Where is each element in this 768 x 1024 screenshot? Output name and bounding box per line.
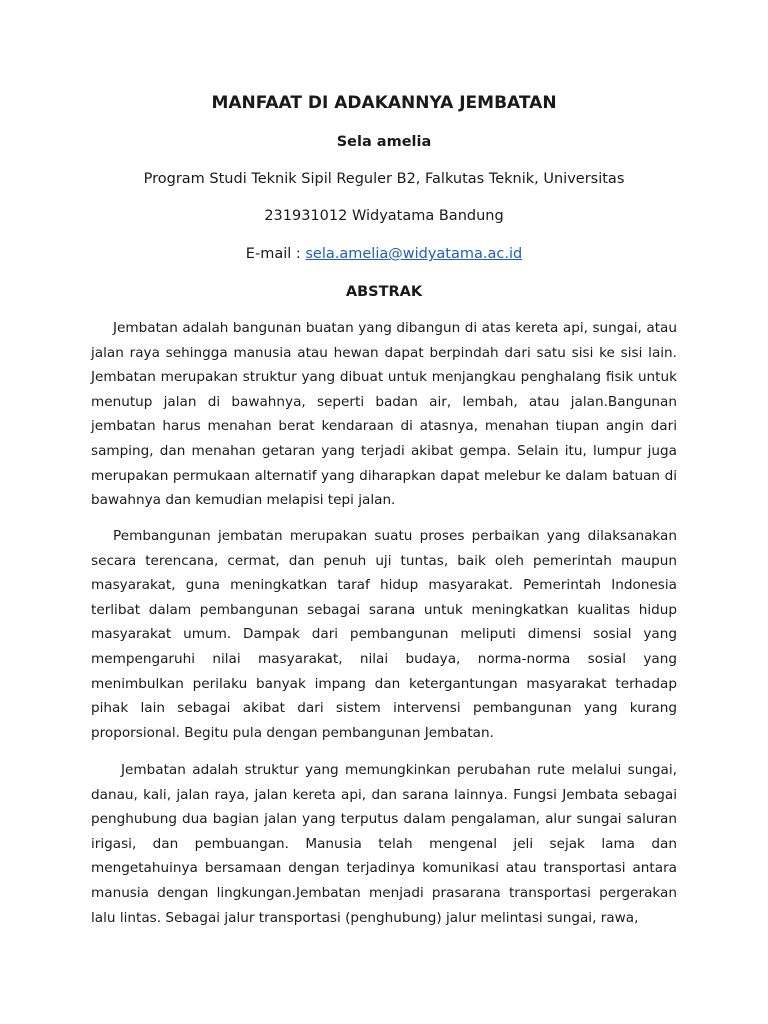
abstract-paragraph-3: Jembatan adalah struktur yang memungkinkan perubahan rute melalui sungai, danau, kali, jalan raya, jalan kereta api, dan sarana lainnya. Fungsi Jembata sebagai penghubung dua bagian jalan yang terputus dalam pengalaman, alur sungai saluran irigasi, dan pembuangan. Manusia telah mengenal jeli sejak lama dan mengetahuinya bersamaan dengan terjadinya komunikasi atau transportasi antara manusia dengan lingkungan.Jembatan menjadi prasarana transportasi pergerakan lalu lintas. Sebagai jalur transportasi (penghubung) jalur melintasi sungai, rawa, [91, 762, 677, 926]
email-link[interactable]: sela.amelia@widyatama.ac.id [305, 246, 523, 262]
document-title: MANFAAT DI ADAKANNYA JEMBATAN [211, 93, 557, 113]
affiliation-line-2: 231931012 Widyatama Bandung [264, 208, 504, 224]
email-label: E-mail : [245, 246, 306, 262]
affiliation-line-1: Program Studi Teknik Sipil Reguler B2, Falkutas Teknik, Universitas [143, 171, 625, 187]
abstract-paragraph-2: Pembangunan jembatan merupakan suatu proses perbaikan yang dilaksanakan secara terencana, cermat, dan penuh uji tuntas, baik oleh pemerintah maupun masyarakat, guna meningkatkan taraf hidup masyarakat. Pemerintah Indonesia terlibat dalam pembangunan sebagai sarana untuk meningkatkan kualitas hidup masyarakat umum. Dampak dari pembangunan meliputi dimensi sosial yang mempengaruhi nilai masyarakat, nilai budaya, norma-norma sosial yang menimbulkan perilaku banyak impang dan ketergantungan masyarakat terhadap pihak lain sebagai akibat dari sistem intervensi pembangunan yang kurang proporsional. Begitu pula dengan pembangunan Jembatan. [91, 528, 677, 741]
author-name: Sela amelia [336, 134, 432, 150]
abstract-heading: ABSTRAK [345, 284, 423, 300]
email-line [0, 242, 768, 266]
abstract-paragraph-1: Jembatan adalah bangunan buatan yang dibangun di atas kereta api, sungai, atau jalan raya sehingga manusia atau hewan dapat berpindah dari satu sisi ke sisi lain. Jembatan merupakan struktur yang dibuat untuk menjangkau penghalang fisik untuk menutup jalan di bawahnya, seperti badan air, lembah, atau jalan.Bangunan jembatan harus menahan berat kendaraan di atasnya, menahan tiupan angin dari samping, dan menahan getaran yang terjadi akibat gempa. Selain itu, lumpur juga merupakan permukaan alternatif yang diharapkan dapat melebur ke dalam batuan di bawahnya dan kemudian melapisi tepi jalan. [91, 320, 677, 509]
